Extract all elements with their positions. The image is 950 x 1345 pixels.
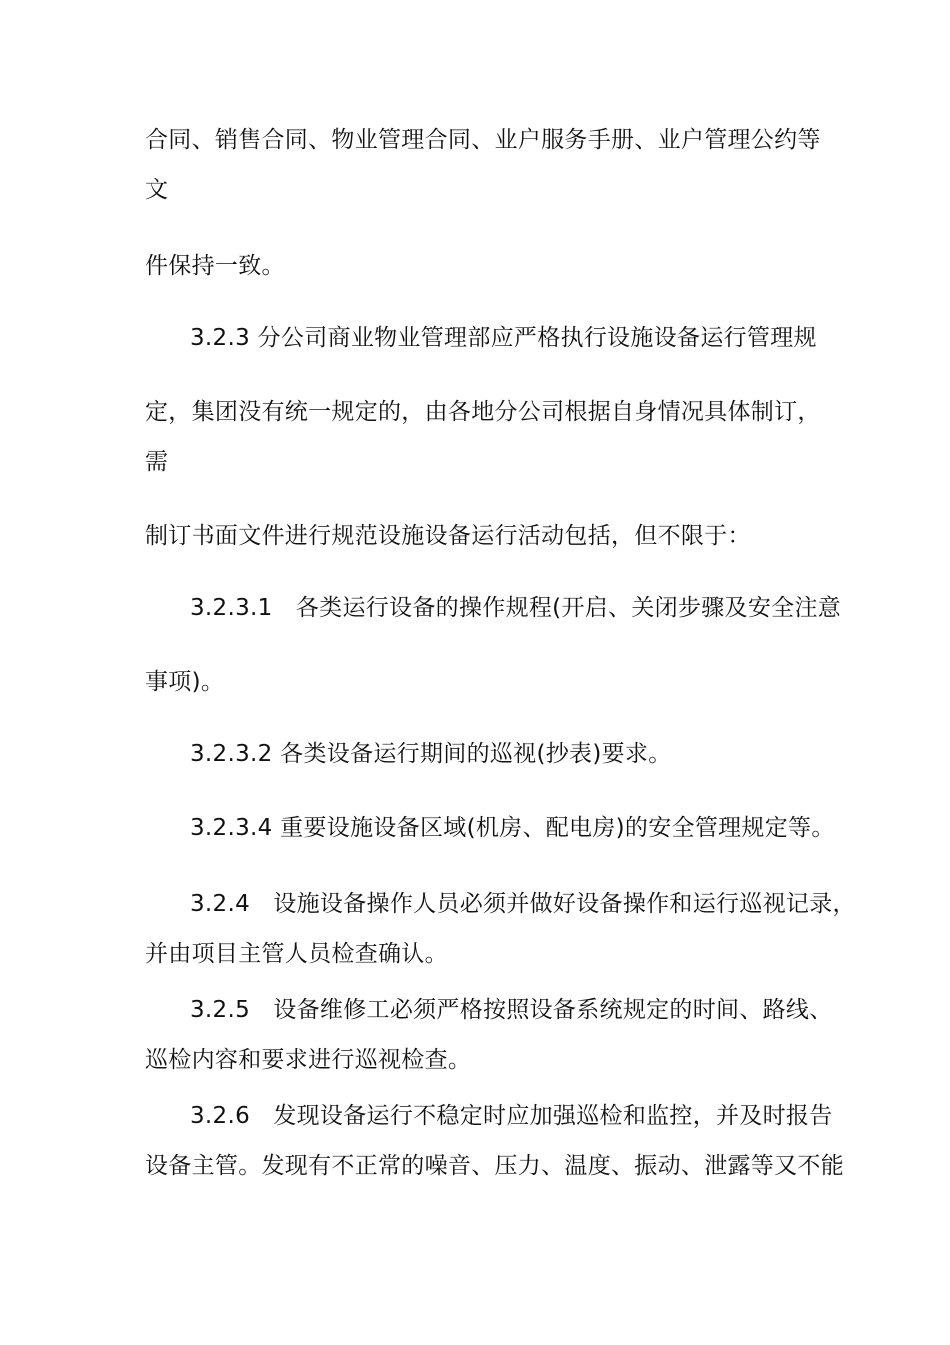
clause-3-2-3: 3.2.3 分公司商业物业管理部应严格执行设施设备运行管理规 [190, 325, 817, 351]
text-line-2: 文 [145, 177, 169, 203]
clause-3-2-3-1: 3.2.3.1 各类运行设备的操作规程(开启、关闭步骤及安全注意 [190, 595, 842, 621]
text-line-7: 制订书面文件进行规范设施设备运行活动包括，但不限于： [145, 523, 751, 549]
text-line-3: 件保持一致。 [145, 253, 285, 279]
clause-3-2-6: 3.2.6 发现设备运行不稳定时应加强巡检和监控，并及时报告 [190, 1103, 833, 1129]
clause-3-2-5: 3.2.5 设备维修工必须严格按照设备系统规定的时间、路线、 [190, 997, 833, 1023]
text-line-13: 并由项目主管人员检查确认。 [145, 941, 448, 967]
text-line-15: 巡检内容和要求进行巡视检查。 [145, 1047, 472, 1073]
text-line-17: 设备主管。发现有不正常的噪音、压力、温度、振动、泄露等又不能 [145, 1153, 844, 1179]
text-line-1: 合同、销售合同、物业管理合同、业户服务手册、业户管理公约等 [145, 127, 821, 153]
text-line-6: 需 [145, 449, 169, 475]
clause-3-2-3-2: 3.2.3.2 各类设备运行期间的巡视(抄表)要求。 [190, 741, 672, 767]
clause-3-2-3-4: 3.2.3.4 重要设施设备区域(机房、配电房)的安全管理规定等。 [190, 815, 835, 841]
clause-3-2-4: 3.2.4 设施设备操作人员必须并做好设备操作和运行巡视记录， [190, 891, 856, 917]
text-line-5: 定，集团没有统一规定的，由各地分公司根据自身情况具体制订， [145, 399, 821, 425]
text-line-9: 事项)。 [145, 669, 225, 695]
